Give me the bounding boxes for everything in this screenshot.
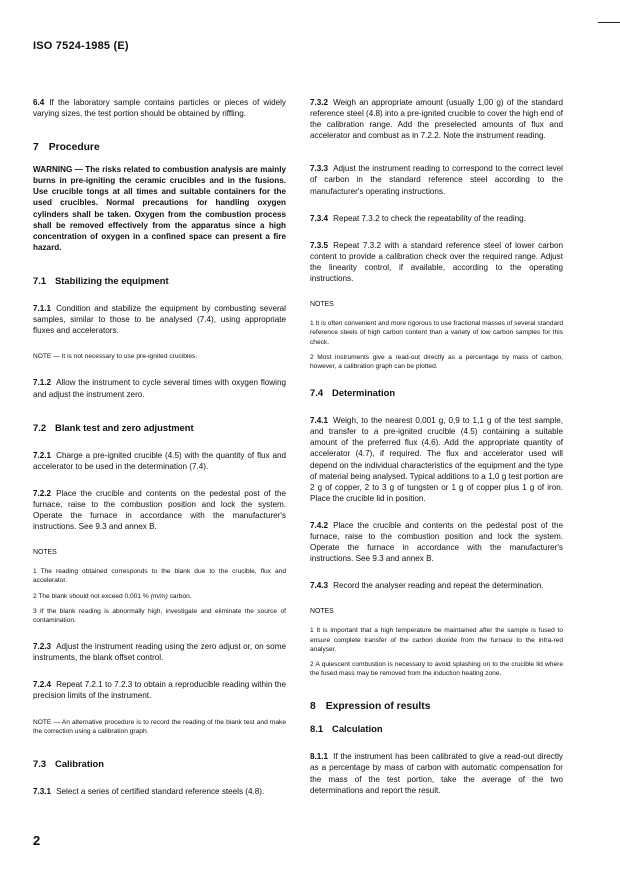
note-7-3-2: 2 Most instruments give a read-out directly as a percentage by mass of carbon, however, a calibration graph can be plotted. [310,353,563,370]
section-8-heading: 8 Expression of results [310,701,431,713]
section-7-4-heading: 7.4 Determination [310,387,396,399]
section-8-1-heading: 8.1 Calculation [310,723,383,735]
corner-rule [598,22,620,23]
note-7-3-1: 1 It is often convenient and more rigorous to use fractional masses of several standard reference steels of high carbon content than a variety of low carbon samples for this check. [310,320,563,346]
note-7-4-1: 1 It is important that a high temperature be maintained after the sample is fused to ensure complete transfer of the carbon dioxide from the furnace to the infra-red analyser. [310,627,563,653]
notes-title: NOTES [310,608,334,616]
clause-7-2-3: 7.2.3 Adjust the instrument reading using the zero adjust or, on some instruments, the blank offset control. [33,642,286,663]
clause-7-4-1: 7.4.1 Weigh, to the nearest 0,001 g, 0,9 to 1,1 g of the test sample, and transfer to a pre-ignited crucible (4.5) containing a suitable amount of the preferred flux (4.6). Add the appropriate quantity of accelerator (4.7), if required. The flux and accelerator used will depend on the individual characteristics of the equipment and the type of material being analysed. Typical additions to a 1,0 g test portion are 2 g of copper, 2 to 3 g of tungsten or 1 g of copper plus 1 g of iron. Place the crucible lid in position. [310,416,563,503]
section-7-1-heading: 7.1 Stabilizing the equipment [33,274,169,286]
clause-7-2-2: 7.2.2 Place the crucible and contents on the pedestal post of the furnace, raise to the combustion position and lock the system. Operate the furnace in accordance with the manufacturer's instructions. See 9.3 and annex B. [33,488,286,532]
page-header: ISO 7524-1985 (E) [33,40,129,52]
clause-7-1-2: 7.1.2 Allow the instrument to cycle several times with oxygen flowing and adjust the instrument zero. [33,378,286,399]
left-column [33,97,286,797]
note-7-2-2: 2 The blank should not exceed 0,001 % (m/m) carbon. [33,592,192,600]
note-7-1: NOTE — It is not necessary to use pre-ignited crucibles. [33,353,198,361]
clause-7-4-2: 7.4.2 Place the crucible and contents on the pedestal post of the furnace, raise to the combustion position and lock the system. Operate the furnace in accordance with the manufacturer's instructions. See 9.3 and annex B. [310,520,563,564]
notes-title: NOTES [310,301,334,309]
right-column [310,97,563,796]
note-7-4-2: 2 A quiescent combustion is necessary to avoid splashing on to the crucible lid where the fused mass may be removed from the induction heating zone. [310,660,563,678]
section-7-3-heading: 7.3 Calibration [33,757,105,769]
clause-6-4: 6.4 If the laboratory sample contains particles or pieces of widely varying sizes, the test portion should be obtained by riffling. [33,98,286,119]
clause-7-3-4: 7.3.4 Repeat 7.3.2 to check the repeatability of the reading. [310,213,526,223]
section-7-heading: 7 Procedure [33,142,100,154]
clause-7-3-5: 7.3.5 Repeat 7.3.2 with a standard reference steel of lower carbon content to provide a calibration check over the required range. Adjust the linearity control, if available, according to the operating instructions. [310,240,563,284]
page-number: 2 [33,833,41,848]
clause-7-2-1: 7.2.1 Charge a pre-ignited crucible (4.5) with the quantity of flux and accelerator to be used in the determination (7.4). [33,450,286,471]
note-7-2-3: 3 If the blank reading is abnormally high, investigate and eliminate the source of contamination. [33,607,286,624]
clause-7-2-4: 7.2.4 Repeat 7.2.1 to 7.2.3 to obtain a reproducible reading within the precision limits of the instrument. [33,680,286,701]
note-7-2-1: 1 The reading obtained corresponds to the blank due to the crucible, flux and accelerator. [33,568,286,585]
clause-8-1-1: 8.1.1 If the instrument has been calibrated to give a read-out directly as a percentage by mass of carbon with automatic compensation for the mass of the test portion, take the average of the two determinations and report the result. [310,752,563,795]
clause-7-4-3: 7.4.3 Record the analyser reading and repeat the determination. [310,581,544,591]
clause-7-3-1: 7.3.1 Select a series of certified standard reference steels (4.8). [33,786,265,796]
clause-7-3-3: 7.3.3 Adjust the instrument reading to correspond to the correct level of carbon in the standard reference steel according to the manufacturer's operating instructions. [310,164,563,196]
section-7-2-heading: 7.2 Blank test and zero adjustment [33,421,194,433]
note-7-2: NOTE — An alternative procedure is to record the reading of the blank test and make the correction using a calibration graph. [33,718,286,735]
clause-7-3-2: 7.3.2 Weigh an appropriate amount (usually 1,00 g) of the standard reference steel (4.8) into a pre-ignited crucible to cover the high end of the calibration range. Add the preselected amounts of flux and accelerator and combust as in 7.2.2. Note the instrument reading. [310,98,563,141]
clause-7-1-1: 7.1.1 Condition and stabilize the equipment by combusting several samples, similar to those to be analysed (7.4), using appropriate fluxes and accelerators. [33,303,286,336]
notes-title: NOTES [33,549,57,557]
warning-paragraph: WARNING — The risks related to combustion analysis are mainly burns in pre-igniting the ceramic crucibles and in the fusions. Use crucible tongs at all times and suitable containers for the used crucibles. Normal precautions for handling oxygen cylinders shall be taken. Oxygen from the combustion process shall be removed effectively from the apparatus since a high concentration of oxygen in a confined space can present a fire hazard. [33,165,286,252]
